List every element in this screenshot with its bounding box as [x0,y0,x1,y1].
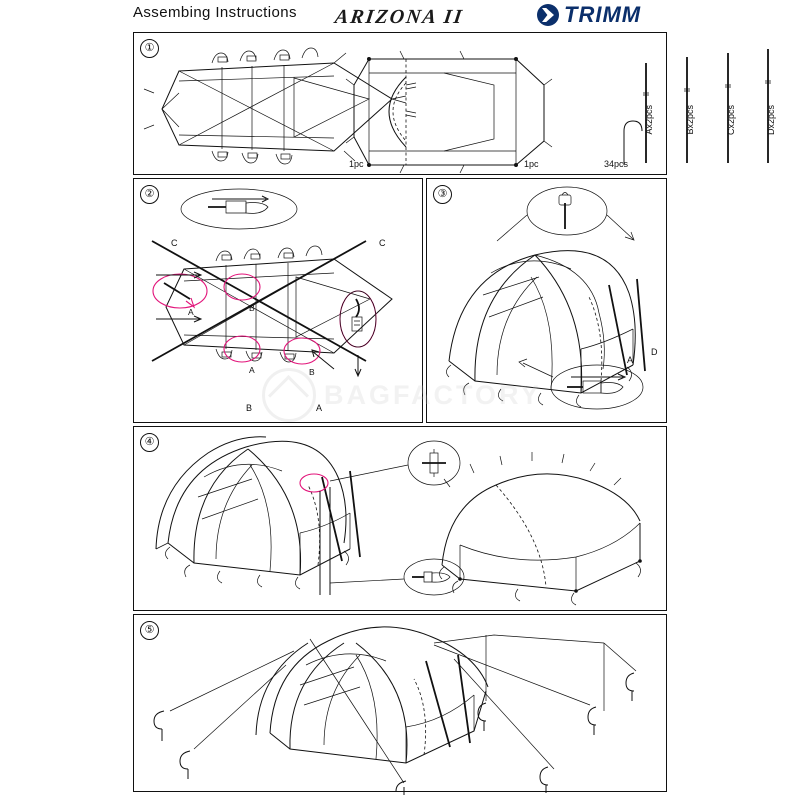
pole-label-a: A [316,403,323,413]
marker-a-2: A [249,365,255,375]
step-number-3: ③ [433,185,452,204]
pole-label-a-step3: A [627,355,634,365]
pole-label-b: B [246,403,253,413]
step3-drawing [427,179,668,424]
watermark-text: BAGFACTORY [324,379,542,410]
step1-drawing [134,33,668,176]
panel-step-1 [133,32,776,175]
panel-step-3 [426,178,667,423]
marker-b-2: B [309,367,315,377]
sheet-header [0,0,800,32]
pole-label-c-left: C [171,238,178,248]
brand-name: TRIMM [564,2,642,27]
pole-label-d-step3: D [651,347,658,357]
pole-label-c-right: C [379,238,386,248]
model-name: ARIZONA II [333,6,465,28]
pole-c-qty: Cx2pcs [726,105,736,136]
inner-tent-qty: 1pc [349,159,364,169]
step2-drawing [134,179,424,424]
pole-b-qty: Bx2pcs [685,105,695,135]
step4-drawing [134,427,668,612]
step5-drawing [134,615,668,793]
step-number-4: ④ [140,433,159,452]
step-number-2: ② [140,185,159,204]
trimm-mark-icon [537,4,559,26]
panel-step-2 [133,178,423,423]
panel-step-5 [133,614,667,792]
brand-logo [537,2,641,28]
pole-a-qty: Ax2pcs [644,105,654,135]
pole-d-qty: Dx2pcs [766,105,776,136]
flysheet-qty: 1pc [524,159,539,169]
marker-b-1: B [249,303,255,313]
panel-step-4 [133,426,667,611]
peg-qty: 34pcs [604,159,629,169]
step-number-5: ⑤ [140,621,159,640]
step-number-1: ① [140,39,159,58]
marker-a-1: A [188,307,194,317]
page-title: Assembing Instructions [133,4,297,21]
